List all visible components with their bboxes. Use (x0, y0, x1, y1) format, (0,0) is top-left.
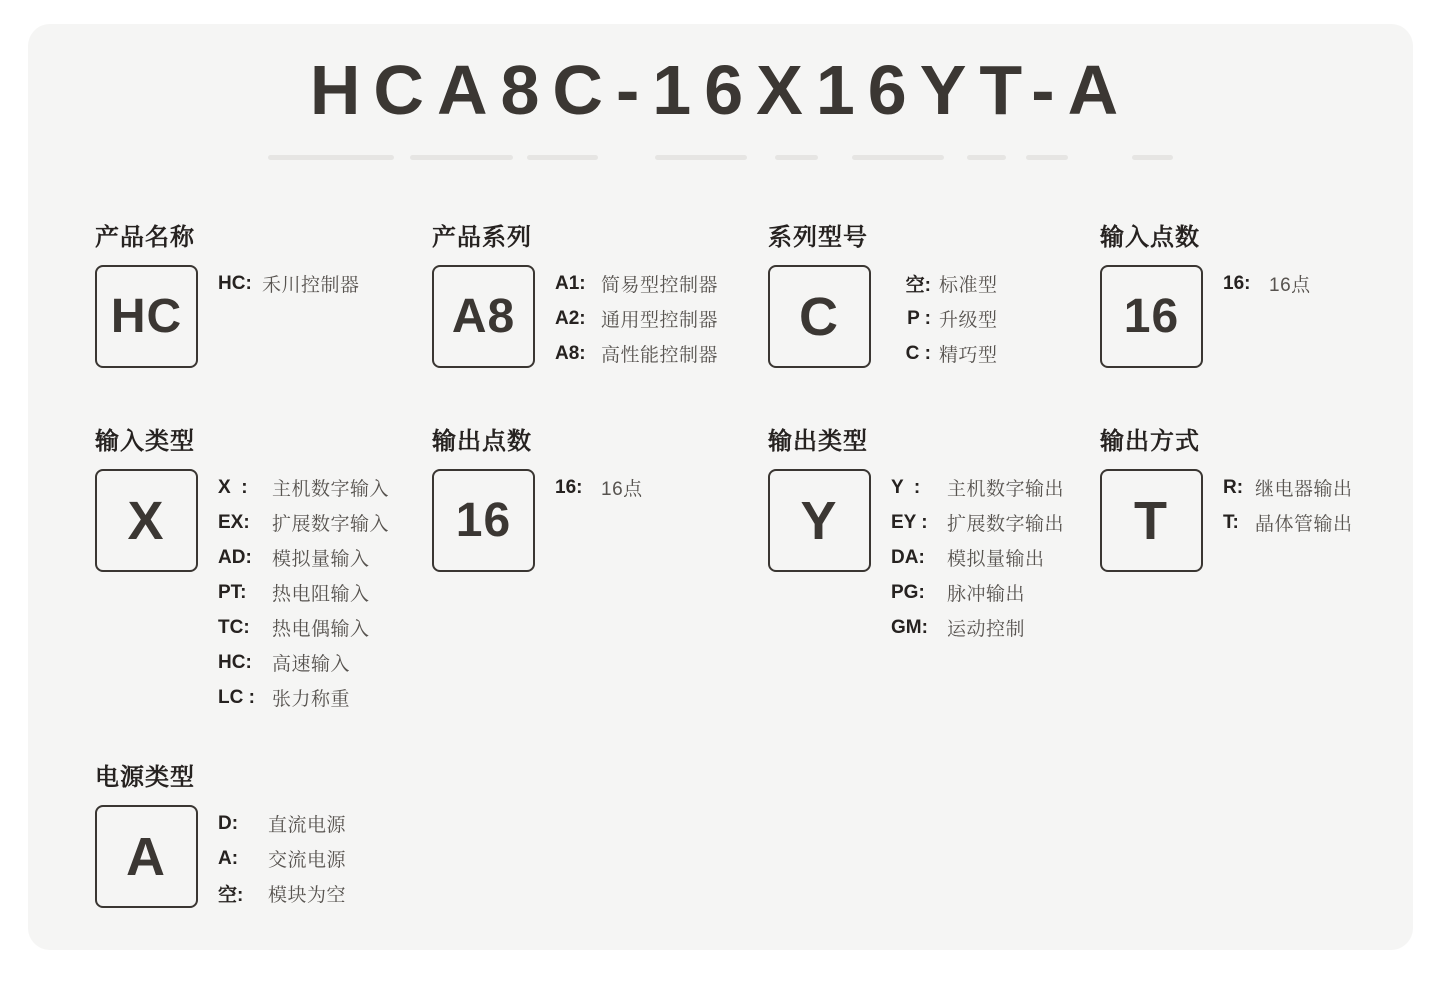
title-underline-segment-a (1132, 155, 1173, 160)
legend-item (218, 806, 346, 841)
section-heading: 输入点数 (1100, 224, 1200, 251)
legend-key: AD: (218, 546, 252, 568)
legend-value: 热电阻输入 (272, 584, 370, 605)
title-underline-row (28, 155, 1413, 160)
legend-key: A2: (555, 307, 586, 329)
section-input-points (1100, 217, 1311, 368)
section-series-model (768, 217, 998, 371)
section-heading: 电源类型 (95, 764, 195, 791)
legend-value: 16点 (601, 479, 643, 500)
legend-item (218, 575, 389, 610)
legend-item (891, 505, 1064, 540)
section-heading: 输出类型 (768, 428, 868, 455)
section-heading: 输入类型 (95, 428, 195, 455)
legend-item (891, 470, 1064, 505)
legend-key: A: (218, 847, 239, 869)
legend-value: 通用型控制器 (601, 310, 719, 331)
title-underline-segment-a8 (410, 155, 513, 160)
code-box (95, 805, 198, 908)
code-box (432, 469, 535, 572)
legend-value: 主机数字输出 (947, 479, 1065, 500)
code-box (1100, 469, 1203, 572)
legend-value: 晶体管输出 (1255, 514, 1353, 535)
code-box (768, 265, 871, 368)
code-value: T (1134, 490, 1169, 551)
section-heading: 输出点数 (432, 428, 532, 455)
legend-key: 16: (555, 476, 583, 498)
code-value: X (127, 490, 166, 551)
legend-key: 空: (905, 275, 931, 296)
legend-value: 直流电源 (268, 815, 347, 836)
legend (1223, 265, 1311, 301)
code-box (95, 265, 198, 368)
section-heading: 输出方式 (1100, 428, 1200, 455)
legend (555, 469, 643, 505)
title-underline-segment-16out (852, 155, 944, 160)
legend-value: 热电偶输入 (272, 619, 370, 640)
legend-value: 扩展数字输出 (947, 514, 1065, 535)
legend-key: HC: (218, 272, 252, 294)
title-underline-segment-16in (655, 155, 747, 160)
legend-key: P : (907, 307, 931, 329)
legend-item (1223, 266, 1311, 301)
legend-value: 张力称重 (272, 689, 351, 710)
code-value: 16 (1123, 290, 1180, 343)
legend-value: 运动控制 (947, 619, 1026, 640)
legend-item (555, 301, 718, 336)
legend-item (891, 610, 1064, 645)
legend-item (218, 505, 389, 540)
legend-item (891, 540, 1064, 575)
code-box (1100, 265, 1203, 368)
legend-value: 升级型 (939, 310, 998, 331)
legend-value: 扩展数字输入 (272, 514, 390, 535)
legend-item (218, 266, 360, 301)
legend-item (555, 336, 718, 371)
legend (555, 265, 718, 371)
legend-key: PT: (218, 581, 247, 603)
legend-value: 模块为空 (268, 885, 347, 906)
legend (218, 469, 389, 715)
section-output-points (432, 421, 643, 572)
legend-item (218, 540, 389, 575)
legend-key: PG: (891, 581, 925, 603)
code-value: 16 (455, 494, 512, 547)
legend-value: 高速输入 (272, 654, 351, 675)
legend-key: EY : (891, 511, 928, 533)
section-heading: 产品系列 (432, 224, 532, 251)
legend-key: 16: (1223, 272, 1251, 294)
section-product-series (432, 217, 718, 371)
legend (218, 265, 360, 301)
code-value: C (799, 286, 840, 347)
section-power-type (95, 757, 346, 911)
legend-key: X : (218, 476, 248, 498)
legend (1223, 469, 1353, 540)
model-naming-card (28, 24, 1413, 950)
legend (218, 805, 346, 911)
legend-value: 精巧型 (939, 345, 998, 366)
legend-key: EX: (218, 511, 250, 533)
legend-value: 继电器输出 (1255, 479, 1353, 500)
legend-key: HC: (218, 651, 252, 673)
legend-item (218, 610, 389, 645)
legend (891, 265, 998, 371)
legend-value: 模拟量输入 (272, 549, 370, 570)
legend-key: Y : (891, 476, 921, 498)
legend-item (555, 470, 643, 505)
legend-item (218, 470, 389, 505)
legend-key: A8: (555, 342, 586, 364)
legend-item (555, 266, 718, 301)
title-underline-segment-y (967, 155, 1006, 160)
legend-value: 16点 (1269, 275, 1311, 296)
code-value: A8 (451, 290, 516, 343)
title-underline-segment-x (775, 155, 818, 160)
code-box (432, 265, 535, 368)
legend-key: C : (905, 342, 931, 364)
code-box (768, 469, 871, 572)
legend-key: DA: (891, 546, 925, 568)
legend-key: D: (218, 812, 239, 834)
code-value: HC (110, 290, 183, 343)
legend-item (218, 645, 389, 680)
section-product-name (95, 217, 360, 368)
legend-key: GM: (891, 616, 928, 638)
legend-value: 禾川控制器 (262, 275, 360, 296)
title-underline-segment-t (1026, 155, 1068, 160)
code-box (95, 469, 198, 572)
legend-value: 主机数字输入 (272, 479, 390, 500)
legend-value: 交流电源 (268, 850, 347, 871)
legend-item (218, 680, 389, 715)
title-underline-segment-c (527, 155, 598, 160)
section-heading: 系列型号 (768, 224, 868, 251)
legend-key: TC: (218, 616, 250, 638)
title-underline-segment-hc (268, 155, 394, 160)
legend-value: 脉冲输出 (947, 584, 1026, 605)
legend-value: 模拟量输出 (947, 549, 1045, 570)
legend-item (891, 301, 998, 336)
legend-value: 简易型控制器 (601, 275, 719, 296)
section-output-type (768, 421, 1064, 645)
legend-key: 空: (218, 885, 244, 906)
code-value: Y (800, 490, 839, 551)
code-value: A (126, 826, 167, 887)
legend-item (1223, 505, 1353, 540)
legend-item (891, 336, 998, 371)
legend-key: R: (1223, 476, 1244, 498)
legend-key: T: (1223, 511, 1239, 533)
legend-item (891, 266, 998, 301)
section-heading: 产品名称 (95, 224, 195, 251)
legend-item (1223, 470, 1353, 505)
legend (891, 469, 1064, 645)
legend-value: 标准型 (939, 275, 998, 296)
legend-key: LC : (218, 686, 255, 708)
legend-value: 高性能控制器 (601, 345, 719, 366)
section-input-type (95, 421, 389, 715)
model-number-title: HCA8C-16X16YT-A (309, 51, 1132, 129)
section-output-mode (1100, 421, 1353, 572)
legend-item (891, 575, 1064, 610)
legend-item (218, 841, 346, 876)
legend-key: A1: (555, 272, 586, 294)
legend-item (218, 876, 346, 911)
